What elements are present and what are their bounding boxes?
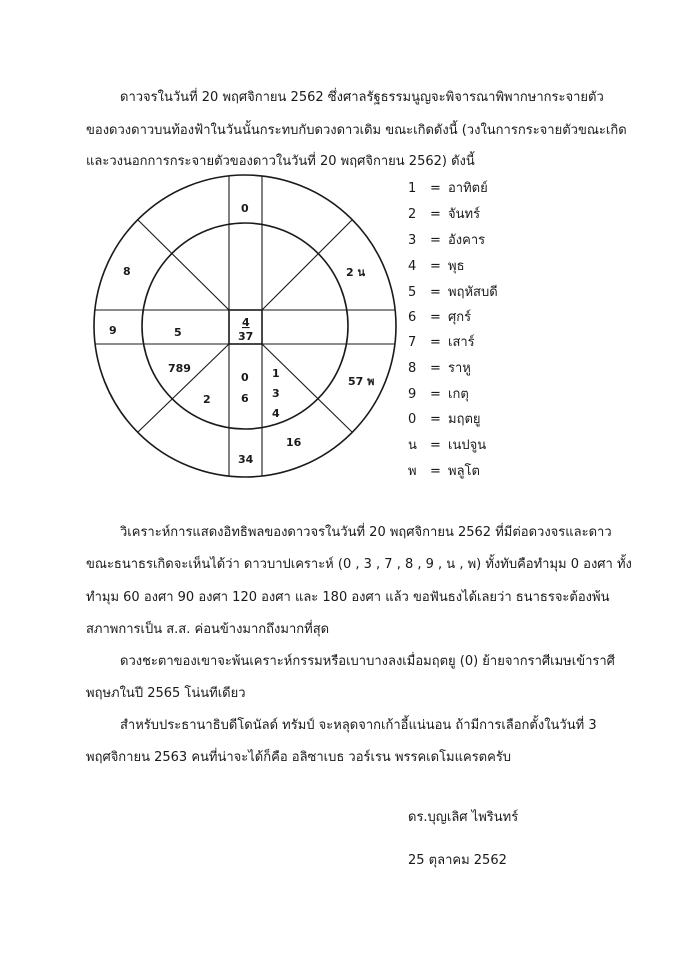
legend-key: พ xyxy=(408,464,417,479)
legend-value: มฤตยู xyxy=(448,412,481,427)
legend-value: ศุกร์ xyxy=(448,310,472,325)
legend-equals: = xyxy=(430,335,441,350)
legend-value: พลูโต xyxy=(448,464,480,479)
legend-row xyxy=(408,255,465,276)
legend-row xyxy=(408,460,480,481)
intro-line-3: และวงนอกการกระจายตัวของดาวในวันที่ 20 พฤศจิกายน 2562) ดังนี้ xyxy=(86,154,475,169)
legend-row xyxy=(408,229,485,250)
analysis-line-1: วิเคราะห์การแสดงอิทธิพลของดาวจรในวันที่ 20 พฤศจิกายน 2562 ที่มีต่อดวงจรและดาว xyxy=(120,525,612,540)
legend-value: จันทร์ xyxy=(448,207,481,222)
outer-lower-right-inner-label: 16 xyxy=(286,436,302,449)
legend-equals: = xyxy=(430,310,441,325)
outer-left-label: 9 xyxy=(109,324,117,337)
lower-left-diagonal xyxy=(138,344,229,432)
center-bottom-label: 37 xyxy=(238,330,254,343)
legend-equals: = xyxy=(430,207,441,222)
analysis-line-3: ทำมุม 60 องศา 90 องศา 120 องศา และ 180 องศา แล้ว ขอฟันธงได้เลยว่า ธนาธรจะต้องพ้น xyxy=(86,590,610,605)
legend-value: เกตุ xyxy=(448,387,469,402)
outer-bottom-label: 34 xyxy=(238,453,254,466)
inner-lower-right-label-2: 3 xyxy=(272,387,280,400)
legend-key: 3 xyxy=(408,233,417,248)
legend-equals: = xyxy=(430,233,441,248)
legend-value: เสาร์ xyxy=(448,335,475,350)
legend-equals: = xyxy=(430,464,441,479)
legend-key: 9 xyxy=(408,387,417,402)
legend-row xyxy=(408,203,480,224)
inner-lower-left-label-a: 789 xyxy=(168,362,191,375)
inner-lower-left-label-b: 2 xyxy=(203,393,211,406)
analysis-line-7: สำหรับประธานาธิบดีโดนัลด์ ทรัมป์ จะหลุดจากเก้าอี้แน่นอน ถ้ามีการเลือกตั้งในวันที่ 3 xyxy=(120,718,597,733)
legend-equals: = xyxy=(430,438,441,453)
legend-key: 6 xyxy=(408,310,417,325)
legend-key: 8 xyxy=(408,361,417,376)
legend-row xyxy=(408,357,471,378)
legend-row xyxy=(408,434,486,455)
legend-equals: = xyxy=(430,181,441,196)
analysis-line-2: ขณะธนาธรเกิดจะเห็นได้ว่า ดาวบาปเคราะห์ (0 , 3 , 7 , 8 , 9 , น , พ) ทั้งทับคือทำมุม 0 องศา ทั้ง xyxy=(86,557,632,572)
legend-key: 2 xyxy=(408,207,417,222)
legend-equals: = xyxy=(430,285,441,300)
legend-key: 4 xyxy=(408,259,417,274)
legend-equals: = xyxy=(430,387,441,402)
inner-lower-right-label-3: 4 xyxy=(272,407,280,420)
upper-left-diagonal xyxy=(138,220,229,310)
legend-equals: = xyxy=(430,259,441,274)
legend-value: อาทิตย์ xyxy=(448,181,488,196)
intro-line-1: ดาวจรในวันที่ 20 พฤศจิกายน 2562 ซึ่งศาลรัฐธรรมนูญจะพิจารณาพิพากษากระจายตัว xyxy=(120,90,604,105)
legend-row xyxy=(408,177,488,198)
center-top-label: 4 xyxy=(242,316,250,329)
outer-top-label: 0 xyxy=(241,202,249,215)
outer-upper-right-label: 2 น xyxy=(346,266,366,279)
legend-row xyxy=(408,281,498,302)
legend-value: พฤหัสบดี xyxy=(448,285,498,300)
legend-key: 7 xyxy=(408,335,417,350)
author-name: ดร.บุญเลิศ ไพรินทร์ xyxy=(408,810,519,825)
legend-equals: = xyxy=(430,361,441,376)
legend-key: 0 xyxy=(408,412,417,427)
legend-row xyxy=(408,408,481,429)
inner-bottom-label-a: 0 xyxy=(241,371,249,384)
analysis-line-8: พฤศจิกายน 2563 คนที่น่าจะได้ก็คือ อลิซาเบธ วอร์เรน พรรคเดโมแครตครับ xyxy=(86,750,512,765)
legend-row xyxy=(408,306,471,327)
inner-bottom-label-b: 6 xyxy=(241,392,249,405)
legend-value: ราหู xyxy=(448,361,471,376)
intro-line-2: ของดวงดาวบนท้องฟ้าในวันนั้นกระทบกับดวงดาวเดิม ขณะเกิดดังนี้ (วงในการกระจายตัวขณะเกิด xyxy=(86,123,627,138)
signature-date: 25 ตุลาคม 2562 xyxy=(408,853,507,868)
legend-equals: = xyxy=(430,412,441,427)
outer-lower-right-label: 57 พ xyxy=(348,375,375,388)
legend-key: 1 xyxy=(408,181,417,196)
legend-value: เนปจูน xyxy=(448,438,487,453)
analysis-line-5: ดวงชะตาของเขาจะพ้นเคราะห์กรรมหรือเบาบางลงเมื่อมฤตยู (0) ย้ายจากราศีเมษเข้าราศี xyxy=(120,654,615,669)
legend-key: น xyxy=(408,438,417,453)
legend-row xyxy=(408,383,469,404)
legend-value: อังคาร xyxy=(448,233,486,248)
inner-left-label: 5 xyxy=(174,326,182,339)
inner-lower-right-label-1: 1 xyxy=(272,367,280,380)
analysis-line-4: สภาพการเป็น ส.ส. ค่อนข้างมากถึงมากที่สุด xyxy=(86,622,330,637)
outer-upper-left-label: 8 xyxy=(123,265,131,278)
legend-key: 5 xyxy=(408,285,417,300)
legend-row xyxy=(408,331,475,352)
legend-value: พุธ xyxy=(448,259,465,274)
upper-right-diagonal xyxy=(262,220,352,310)
analysis-line-6: พฤษภในปี 2565 โน่นทีเดียว xyxy=(86,686,246,701)
